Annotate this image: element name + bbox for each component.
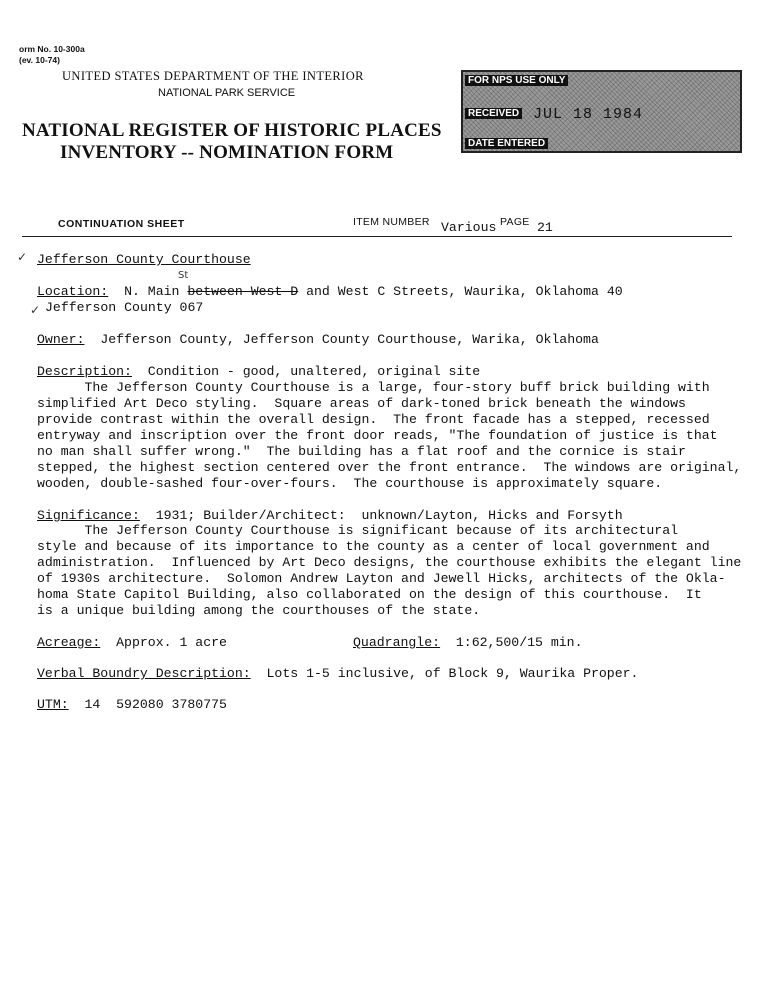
owner-line xyxy=(37,332,599,348)
property-name: Jefferson County Courthouse xyxy=(37,252,251,267)
quadrangle-value: 1:62,500/15 min. xyxy=(455,635,583,650)
form-title-line1: NATIONAL REGISTER OF HISTORIC PLACES xyxy=(22,120,442,141)
utm-value: 14 592080 3780775 xyxy=(84,697,227,712)
stamp-label-use: FOR NPS USE ONLY xyxy=(465,75,568,86)
page-value: 21 xyxy=(537,220,553,235)
item-number-value: Various xyxy=(441,220,497,235)
handwritten-insertion: St xyxy=(178,270,189,281)
page-label: PAGE xyxy=(500,216,530,228)
significance-line-1: The Jefferson County Courthouse is significant because of its architectural xyxy=(37,523,679,538)
description-text-0: Condition - good, unaltered, original site xyxy=(147,364,481,379)
stamp-label-received: RECEIVED xyxy=(465,108,522,119)
description-label: Description: xyxy=(37,364,132,379)
check-mark-icon: ✓ xyxy=(17,250,28,264)
item-number-label: ITEM NUMBER xyxy=(353,216,430,228)
significance-label: Significance: xyxy=(37,508,140,523)
description-line-1: The Jefferson County Courthouse is a large, four-story buff brick building with xyxy=(37,380,710,395)
form-number: orm No. 10-300a xyxy=(19,44,85,54)
owner-label: Owner: xyxy=(37,332,85,347)
location-post: and West C Streets, Waurika, Oklahoma 40 xyxy=(306,284,623,299)
stamp-label-entered: DATE ENTERED xyxy=(465,138,548,149)
quadrangle-line xyxy=(353,635,583,651)
description-line-5: no man shall suffer wrong." The building has a flat roof and the cornice is stair xyxy=(37,444,686,459)
form-revision: (ev. 10-74) xyxy=(19,55,60,65)
quadrangle-label: Quadrangle: xyxy=(353,635,441,650)
nps-use-only-stamp xyxy=(461,70,742,153)
significance-line-3: administration. Influenced by Art Deco designs, the courthouse exhibits the elegant line xyxy=(37,555,742,570)
utm-line xyxy=(37,697,227,713)
utm-label: UTM: xyxy=(37,697,69,712)
department-name: UNITED STATES DEPARTMENT OF THE INTERIOR xyxy=(62,69,364,83)
description-line-4: entryway and inscription over the front door reads, "The foundation of justice is that xyxy=(37,428,718,443)
check-mark-icon-2: ✓ xyxy=(30,303,41,317)
boundary-line xyxy=(37,666,638,682)
description-line-6: stepped, the highest section centered over the front entrance. The windows are original, xyxy=(37,460,742,475)
owner-text: Jefferson County, Jefferson County Courthouse, Warika, Oklahoma xyxy=(100,332,599,347)
boundary-value: Lots 1-5 inclusive, of Block 9, Waurika Proper. xyxy=(266,666,639,681)
acreage-value: Approx. 1 acre xyxy=(116,635,227,650)
acreage-label: Acreage: xyxy=(37,635,101,650)
significance-line-2: style and because of its importance to the county as a center of local government and xyxy=(37,539,710,554)
description-line-2: simplified Art Deco styling. Square areas of dark-toned brick beneath the windows xyxy=(37,396,686,411)
location-struck-text: between West D xyxy=(187,284,299,299)
form-title-line2: INVENTORY -- NOMINATION FORM xyxy=(60,142,394,163)
significance-line-6: is a unique building among the courthouses of the state. xyxy=(37,603,481,618)
location-line2: Jefferson County 067 xyxy=(45,300,204,315)
significance-text-0: 1931; Builder/Architect: unknown/Layton, Hicks and Forsyth xyxy=(155,508,623,523)
location-label: Location: xyxy=(37,284,109,299)
service-name: NATIONAL PARK SERVICE xyxy=(158,87,296,99)
location-pre: N. Main xyxy=(124,284,180,299)
significance-line-5: homa State Capitol Building, also collaborated on the design of this courthouse. It xyxy=(37,587,702,602)
boundary-label: Verbal Boundry Description: xyxy=(37,666,251,681)
received-date: JUL 18 1984 xyxy=(533,106,644,123)
description-line-7: wooden, double-sashed four-over-fours. The courthouse is approximately square. xyxy=(37,476,663,491)
significance-line-4: of 1930s architecture. Solomon Andrew Layton and Jewell Hicks, architects of the Okla- xyxy=(37,571,726,586)
location-line1 xyxy=(37,284,623,300)
continuation-rule xyxy=(22,236,732,237)
acreage-line xyxy=(37,635,227,651)
description-line-0 xyxy=(37,364,480,380)
description-line-3: provide contrast within the overall design. The front facade has a stepped, recessed xyxy=(37,412,710,427)
continuation-sheet-label: CONTINUATION SHEET xyxy=(58,218,185,230)
significance-line-0 xyxy=(37,508,623,524)
